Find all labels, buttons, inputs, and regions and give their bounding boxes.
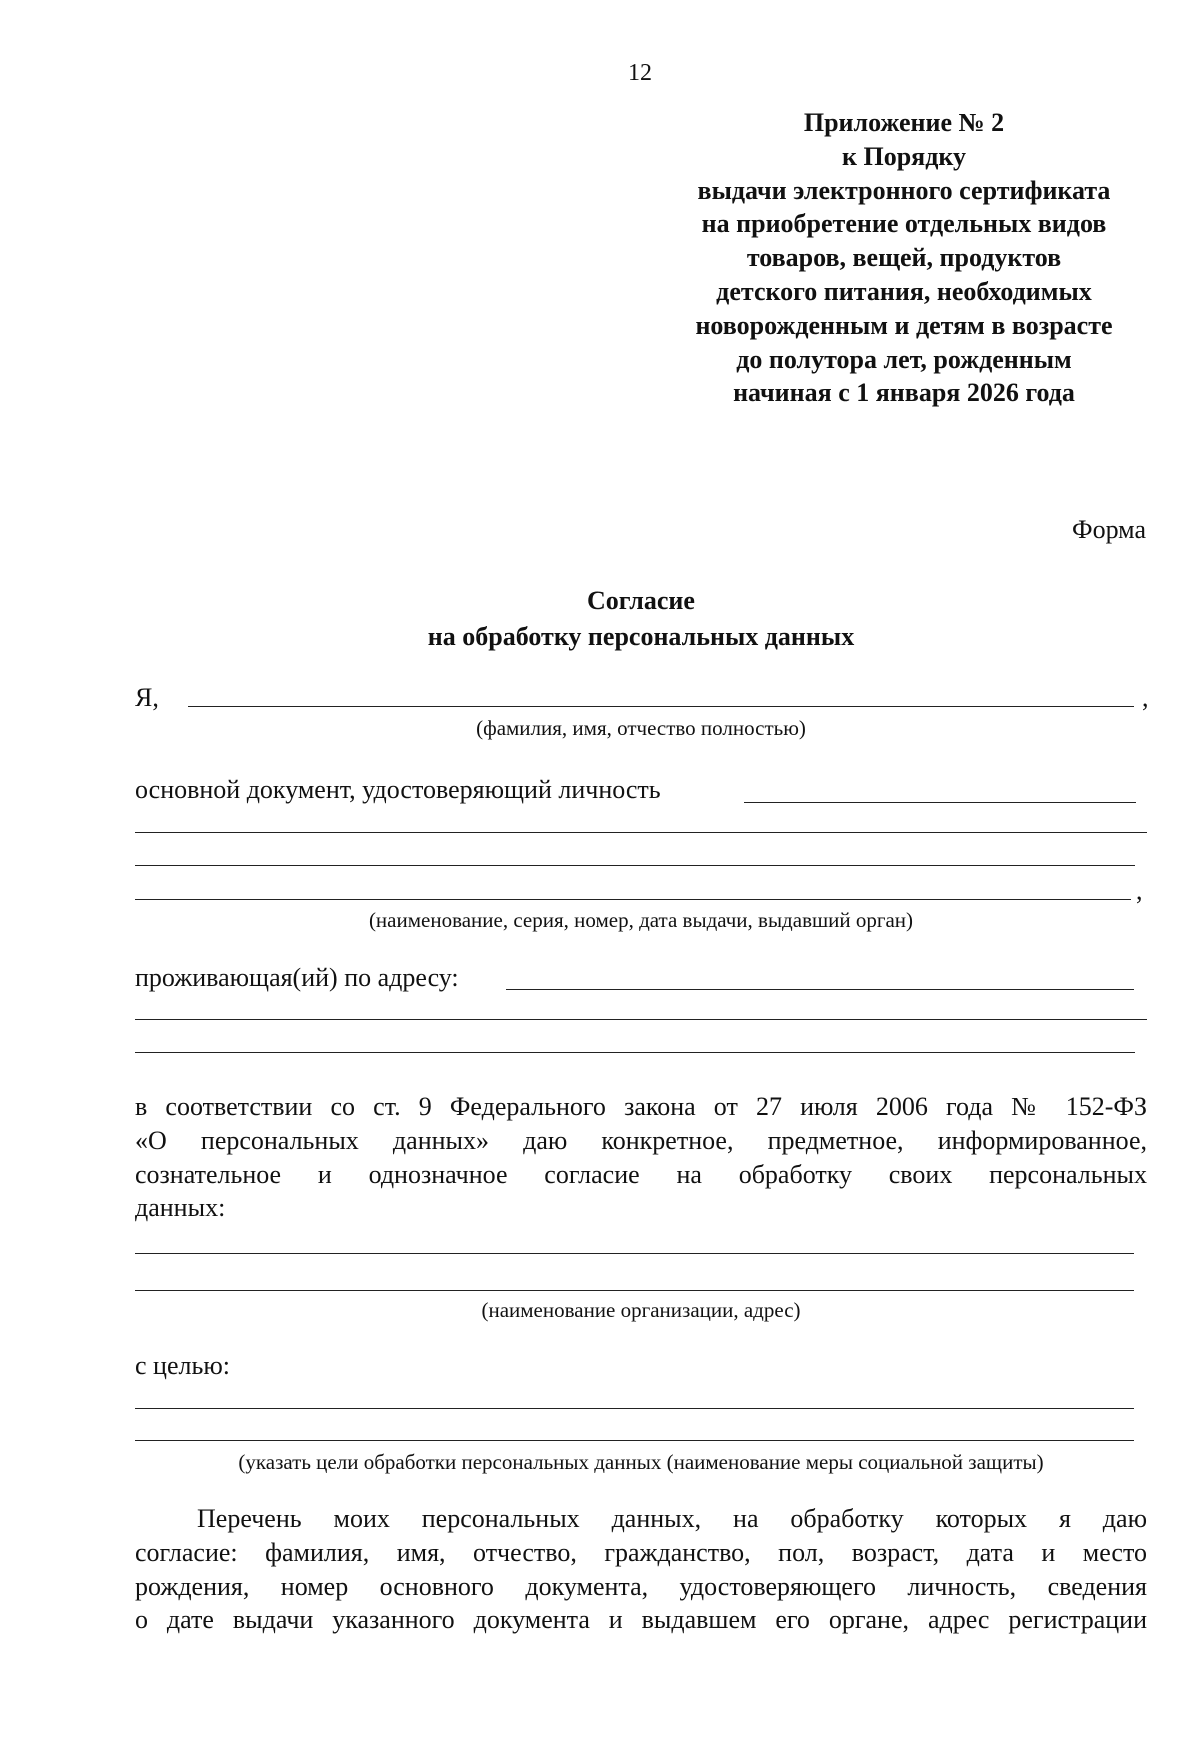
- data-list-line: о дате выдачи указанного документа и выдавшем его органе, адрес регистрации: [135, 1605, 1147, 1635]
- document-line[interactable]: [135, 832, 1147, 833]
- data-list-paragraph: [135, 1502, 1147, 1637]
- document-line[interactable]: [744, 802, 1136, 803]
- data-list-line: Перечень моих персональных данных, на обработку которых я даю: [197, 1504, 1147, 1533]
- appendix-line: на приобретение отдельных видов: [701, 209, 1107, 239]
- page-number: 12: [628, 60, 652, 86]
- address-line[interactable]: [135, 1019, 1147, 1020]
- document-line[interactable]: [135, 899, 1131, 900]
- purpose-line[interactable]: [135, 1440, 1134, 1441]
- consent-line: в соответствии со ст. 9 Федерального закона от 27 июля 2006 года № 152-ФЗ: [135, 1092, 1147, 1121]
- consent-paragraph: [135, 1090, 1147, 1225]
- consent-line: данных:: [135, 1193, 226, 1223]
- appendix-line: товаров, вещей, продуктов: [746, 243, 1062, 273]
- appendix-line: до полутора лет, рожденным: [736, 344, 1072, 374]
- purpose-caption: (указать цели обработки персональных данных (наименование меры социальной защиты): [238, 1450, 1044, 1474]
- appendix-line: детского питания, необходимых: [716, 276, 1092, 306]
- consent-line: сознательное и однозначное согласие на обработку своих персональных: [135, 1159, 1147, 1189]
- i-label: Я,: [135, 683, 159, 712]
- appendix-line: к Порядку: [842, 141, 966, 171]
- organization-line[interactable]: [135, 1290, 1134, 1291]
- title-line-1: Согласие: [587, 586, 695, 615]
- address-label: проживающая(ий) по адресу:: [135, 963, 459, 992]
- document-label: основной документ, удостоверяющий личность: [135, 775, 661, 804]
- consent-line: «О персональных данных» даю конкретное, предметное, информированное,: [135, 1125, 1147, 1155]
- appendix-header: [664, 106, 1144, 410]
- address-line[interactable]: [506, 989, 1134, 990]
- appendix-line: начиная с 1 января 2026 года: [733, 378, 1075, 408]
- purpose-line[interactable]: [135, 1408, 1134, 1409]
- comma: ,: [1142, 683, 1149, 712]
- organization-caption: (наименование организации, адрес): [481, 1298, 801, 1322]
- title-line-2: на обработку персональных данных: [427, 622, 855, 651]
- document-line[interactable]: [135, 865, 1135, 866]
- comma: ,: [1136, 876, 1143, 905]
- full-name-line[interactable]: [188, 706, 1134, 707]
- appendix-line: выдачи электронного сертификата: [697, 175, 1111, 205]
- address-line[interactable]: [135, 1052, 1135, 1053]
- appendix-line: Приложение № 2: [803, 108, 1005, 137]
- document-caption: (наименование, серия, номер, дата выдачи, выдавший орган): [368, 908, 914, 932]
- form-label: Форма: [1072, 515, 1146, 544]
- data-list-line: рождения, номер основного документа, удостоверяющего личность, сведения: [135, 1571, 1147, 1601]
- organization-line[interactable]: [135, 1253, 1134, 1254]
- full-name-caption: (фамилия, имя, отчество полностью): [476, 716, 806, 740]
- data-list-line: согласие: фамилия, имя, отчество, гражданство, пол, возраст, дата и место: [135, 1537, 1147, 1567]
- purpose-label: с целью:: [135, 1351, 230, 1380]
- document-title: [0, 583, 1200, 655]
- appendix-line: новорожденным и детям в возрасте: [695, 310, 1113, 340]
